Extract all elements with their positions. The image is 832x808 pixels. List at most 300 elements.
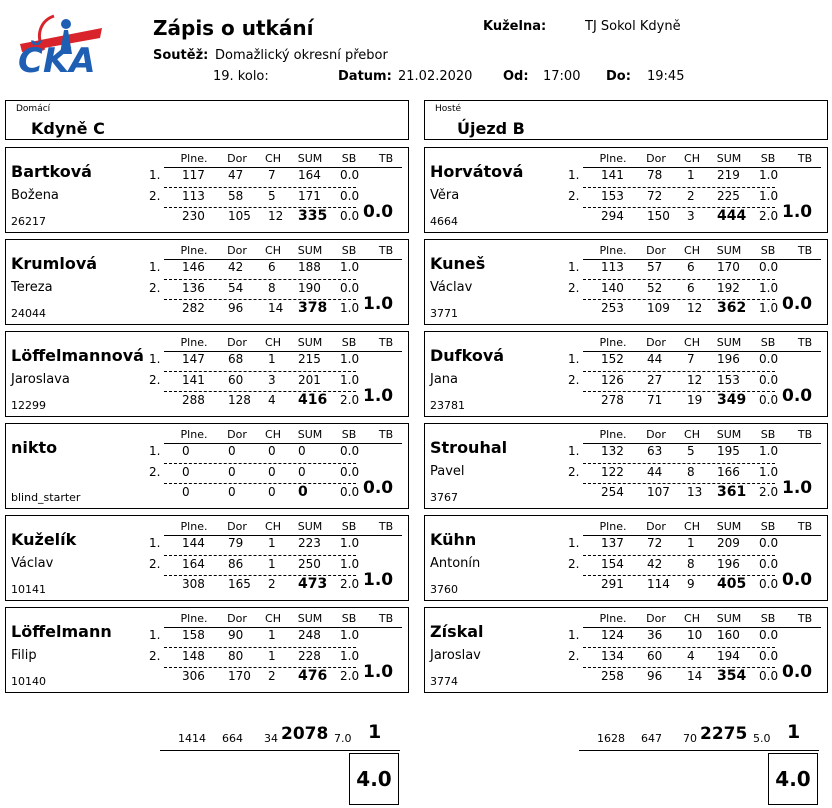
column-header: SUM: [297, 612, 323, 625]
away-total-sb: 5.0: [753, 732, 771, 745]
column-header: Dor: [646, 520, 666, 533]
game-sb: 0.0: [759, 628, 779, 642]
total-sum: 349: [717, 392, 747, 408]
home-total-sum: 2078: [281, 724, 329, 744]
total-ch: 4: [268, 393, 276, 407]
game-plne: 124: [601, 628, 624, 642]
game-ch: 1: [687, 536, 695, 550]
game-sum: 209: [717, 536, 740, 550]
game-plne: 117: [182, 168, 205, 182]
column-header: CH: [684, 612, 700, 625]
column-header: SUM: [716, 336, 742, 349]
player-surname: Kühn: [430, 530, 477, 549]
game-number: 2.: [149, 465, 161, 479]
game-sb: 1.0: [340, 260, 360, 274]
player-firstname: Tereza: [11, 280, 53, 295]
total-sum: 473: [298, 576, 328, 592]
game-sum: 215: [298, 352, 321, 366]
column-header: Plne.: [180, 152, 208, 165]
column-header: CH: [684, 152, 700, 165]
game-separator: [583, 647, 775, 648]
away-player-card: [424, 147, 828, 233]
away-player-card: [424, 515, 828, 601]
total-ch: 14: [687, 669, 703, 683]
total-dor: 71: [647, 393, 663, 407]
total-dor: 105: [228, 209, 251, 223]
column-header: TB: [378, 428, 394, 441]
total-ch: 2: [268, 669, 276, 683]
game-dor: 90: [228, 628, 244, 642]
total-sum: 0: [298, 484, 308, 500]
game-ch: 1: [268, 649, 276, 663]
home-total-ch: 34: [264, 732, 278, 745]
game-sb: 1.0: [759, 168, 779, 182]
game-dor: 42: [228, 260, 244, 274]
game-sum: 223: [298, 536, 321, 550]
away-total-tb: 1: [787, 721, 801, 743]
column-header: Dor: [227, 612, 247, 625]
game-sb: 0.0: [340, 465, 360, 479]
game-sum: 201: [298, 373, 321, 387]
player-firstname: Věra: [430, 188, 460, 203]
player-firstname: Václav: [430, 280, 473, 295]
game-number: 2.: [568, 189, 580, 203]
game-sb: 0.0: [759, 260, 779, 274]
player-id: 4664: [430, 215, 458, 228]
total-sb: 2.0: [759, 485, 779, 499]
game-ch: 10: [687, 628, 703, 642]
game-dor: 58: [228, 189, 244, 203]
game-separator: [164, 371, 356, 372]
column-header: TB: [797, 428, 813, 441]
player-firstname: Filip: [11, 648, 37, 663]
total-sum: 335: [298, 208, 328, 224]
total-ch: 13: [687, 485, 703, 499]
game-sb: 1.0: [340, 628, 360, 642]
game-ch: 5: [687, 444, 695, 458]
game-number: 1.: [149, 444, 161, 458]
player-tb: 0.0: [782, 662, 813, 682]
home-team-box: [5, 100, 409, 140]
logo-text: ČKA: [18, 41, 96, 76]
game-separator: [583, 555, 775, 556]
column-header: SB: [760, 152, 776, 165]
column-header: TB: [797, 520, 813, 533]
game-ch: 0: [268, 444, 276, 458]
game-separator: [164, 483, 356, 484]
total-sb: 2.0: [759, 209, 779, 223]
total-dor: 96: [647, 669, 663, 683]
player-firstname: Václav: [11, 556, 54, 571]
total-sb: 0.0: [759, 669, 779, 683]
game-sb: 1.0: [340, 352, 360, 366]
home-player-card: [5, 239, 409, 325]
total-sb: 1.0: [759, 301, 779, 315]
player-firstname: Pavel: [430, 464, 465, 479]
column-header: TB: [378, 336, 394, 349]
total-plne: 278: [601, 393, 624, 407]
total-plne: 258: [601, 669, 624, 683]
total-ch: 12: [687, 301, 703, 315]
total-ch: 0: [268, 485, 276, 499]
game-plne: 141: [182, 373, 205, 387]
game-sb: 0.0: [759, 536, 779, 550]
game-ch: 0: [268, 465, 276, 479]
column-header: Dor: [646, 336, 666, 349]
away-score: 4.0: [768, 753, 818, 805]
total-sum: 476: [298, 668, 328, 684]
column-header: SB: [341, 152, 357, 165]
game-plne: 146: [182, 260, 205, 274]
game-sum: 228: [298, 649, 321, 663]
game-plne: 126: [601, 373, 624, 387]
total-plne: 253: [601, 301, 624, 315]
column-header: SUM: [716, 244, 742, 257]
game-dor: 36: [647, 628, 663, 642]
game-separator: [583, 187, 775, 188]
total-dor: 170: [228, 669, 251, 683]
game-separator: [164, 647, 356, 648]
game-plne: 152: [601, 352, 624, 366]
player-surname: Löffelmannová: [11, 346, 144, 365]
game-sb: 1.0: [759, 189, 779, 203]
column-header: SUM: [297, 520, 323, 533]
column-header: SUM: [716, 428, 742, 441]
column-header: Plne.: [180, 244, 208, 257]
game-sb: 0.0: [340, 168, 360, 182]
column-header: TB: [378, 244, 394, 257]
header-rule: [164, 443, 402, 444]
game-ch: 2: [687, 189, 695, 203]
competition-label: Soutěž:: [153, 48, 209, 63]
game-number: 1.: [568, 168, 580, 182]
game-number: 2.: [568, 373, 580, 387]
total-sb: 0.0: [759, 577, 779, 591]
column-header: Dor: [227, 244, 247, 257]
game-plne: 134: [601, 649, 624, 663]
round-label: 19. kolo:: [213, 69, 269, 84]
game-dor: 57: [647, 260, 663, 274]
game-separator: [164, 463, 356, 464]
player-tb: 1.0: [782, 478, 813, 498]
game-ch: 8: [687, 557, 695, 571]
column-header: Plne.: [599, 428, 627, 441]
game-number: 2.: [149, 281, 161, 295]
game-number: 2.: [149, 649, 161, 663]
column-header: SUM: [716, 520, 742, 533]
column-header: Dor: [227, 520, 247, 533]
game-ch: 8: [687, 465, 695, 479]
game-sum: 188: [298, 260, 321, 274]
game-ch: 4: [687, 649, 695, 663]
player-firstname: Jana: [430, 372, 459, 387]
game-number: 2.: [568, 281, 580, 295]
game-sb: 1.0: [340, 536, 360, 550]
game-sb: 1.0: [340, 557, 360, 571]
column-header: CH: [265, 336, 281, 349]
game-ch: 12: [687, 373, 703, 387]
column-header: Dor: [227, 152, 247, 165]
total-plne: 306: [182, 669, 205, 683]
player-tb: 0.0: [782, 294, 813, 314]
column-header: TB: [378, 612, 394, 625]
total-sum: 444: [717, 208, 747, 224]
home-player-card: [5, 331, 409, 417]
game-separator: [164, 187, 356, 188]
end-time-value: 19:45: [647, 69, 685, 84]
home-score: 4.0: [349, 753, 399, 805]
game-number: 1.: [149, 168, 161, 182]
total-sb: 0.0: [340, 209, 360, 223]
game-dor: 54: [228, 281, 244, 295]
player-surname: Bartková: [11, 162, 92, 181]
game-sum: 153: [717, 373, 740, 387]
game-sum: 250: [298, 557, 321, 571]
away-total-ch: 70: [683, 732, 697, 745]
lane-value: TJ Sokol Kdyně: [585, 19, 681, 34]
player-surname: Dufková: [430, 346, 505, 365]
game-plne: 0: [182, 444, 190, 458]
game-plne: 158: [182, 628, 205, 642]
player-surname: Kuneš: [430, 254, 486, 273]
game-dor: 52: [647, 281, 663, 295]
game-plne: 154: [601, 557, 624, 571]
total-plne: 291: [601, 577, 624, 591]
game-plne: 0: [182, 465, 190, 479]
game-ch: 1: [268, 628, 276, 642]
column-header: CH: [265, 428, 281, 441]
game-sb: 0.0: [340, 281, 360, 295]
player-tb: 1.0: [363, 386, 394, 406]
away-total-line: [579, 750, 819, 751]
game-sb: 1.0: [340, 649, 360, 663]
total-ch: 3: [687, 209, 695, 223]
column-header: CH: [684, 428, 700, 441]
home-total-dor: 664: [222, 732, 243, 745]
column-header: Plne.: [180, 612, 208, 625]
game-plne: 136: [182, 281, 205, 295]
game-sb: 1.0: [340, 373, 360, 387]
total-sb: 0.0: [759, 393, 779, 407]
home-player-card: [5, 423, 409, 509]
total-sum: 362: [717, 300, 747, 316]
column-header: CH: [265, 520, 281, 533]
column-header: SB: [760, 612, 776, 625]
game-separator: [164, 555, 356, 556]
column-header: Plne.: [599, 152, 627, 165]
player-id: 12299: [11, 399, 46, 412]
game-sum: 0: [298, 444, 306, 458]
game-number: 2.: [149, 557, 161, 571]
start-time-value: 17:00: [543, 69, 581, 84]
column-header: SUM: [297, 244, 323, 257]
game-plne: 148: [182, 649, 205, 663]
game-dor: 47: [228, 168, 244, 182]
game-ch: 7: [687, 352, 695, 366]
player-tb: 1.0: [363, 570, 394, 590]
away-caption: Hosté: [435, 104, 462, 114]
player-firstname: Božena: [11, 188, 59, 203]
game-sum: 192: [717, 281, 740, 295]
total-dor: 150: [647, 209, 670, 223]
date-label: Datum:: [338, 69, 392, 84]
total-sum: 416: [298, 392, 328, 408]
cka-logo: [14, 14, 106, 76]
game-separator: [583, 463, 775, 464]
game-sb: 0.0: [340, 444, 360, 458]
game-ch: 6: [687, 260, 695, 274]
home-total-line: [160, 750, 400, 751]
column-header: Plne.: [599, 336, 627, 349]
total-sb: 1.0: [340, 301, 360, 315]
game-dor: 78: [647, 168, 663, 182]
column-header: CH: [684, 520, 700, 533]
away-total-sum: 2275: [700, 724, 748, 744]
player-tb: 0.0: [782, 386, 813, 406]
total-ch: 9: [687, 577, 695, 591]
game-dor: 60: [647, 649, 663, 663]
home-player-card: [5, 515, 409, 601]
game-sb: 0.0: [759, 557, 779, 571]
game-dor: 42: [647, 557, 663, 571]
game-ch: 1: [268, 536, 276, 550]
column-header: SB: [341, 244, 357, 257]
player-tb: 0.0: [782, 570, 813, 590]
home-caption: Domácí: [16, 104, 51, 114]
total-ch: 12: [268, 209, 284, 223]
player-id: blind_starter: [11, 491, 81, 504]
game-number: 1.: [149, 260, 161, 274]
away-player-card: [424, 607, 828, 693]
column-header: SUM: [716, 612, 742, 625]
game-number: 2.: [568, 649, 580, 663]
game-plne: 113: [601, 260, 624, 274]
game-dor: 60: [228, 373, 244, 387]
game-sum: 164: [298, 168, 321, 182]
player-surname: Strouhal: [430, 438, 508, 457]
column-header: Plne.: [180, 428, 208, 441]
game-plne: 113: [182, 189, 205, 203]
game-sum: 0: [298, 465, 306, 479]
column-header: CH: [265, 244, 281, 257]
total-dor: 165: [228, 577, 251, 591]
column-header: CH: [684, 336, 700, 349]
column-header: Plne.: [599, 612, 627, 625]
column-header: SB: [341, 612, 357, 625]
player-id: 26217: [11, 215, 46, 228]
game-number: 1.: [568, 536, 580, 550]
game-plne: 122: [601, 465, 624, 479]
game-separator: [583, 371, 775, 372]
game-number: 1.: [568, 444, 580, 458]
total-sb: 2.0: [340, 577, 360, 591]
column-header: SB: [341, 428, 357, 441]
away-player-card: [424, 331, 828, 417]
game-dor: 72: [647, 536, 663, 550]
game-ch: 6: [687, 281, 695, 295]
game-number: 1.: [568, 260, 580, 274]
start-time-label: Od:: [503, 69, 529, 84]
total-sb: 2.0: [340, 393, 360, 407]
total-plne: 230: [182, 209, 205, 223]
player-id: 3760: [430, 583, 458, 596]
game-dor: 79: [228, 536, 244, 550]
total-sb: 2.0: [340, 669, 360, 683]
home-team-name: Kdyně C: [31, 119, 105, 138]
column-header: SB: [760, 244, 776, 257]
game-dor: 72: [647, 189, 663, 203]
column-header: Dor: [227, 428, 247, 441]
game-dor: 27: [647, 373, 663, 387]
player-surname: Krumlová: [11, 254, 98, 273]
column-header: Dor: [646, 152, 666, 165]
game-dor: 44: [647, 352, 663, 366]
game-ch: 1: [268, 352, 276, 366]
game-dor: 63: [647, 444, 663, 458]
game-dor: 86: [228, 557, 244, 571]
column-header: Dor: [227, 336, 247, 349]
away-player-card: [424, 239, 828, 325]
total-plne: 294: [601, 209, 624, 223]
player-tb: 1.0: [363, 294, 394, 314]
column-header: Plne.: [599, 520, 627, 533]
game-sum: 166: [717, 465, 740, 479]
player-id: 10141: [11, 583, 46, 596]
game-number: 1.: [568, 628, 580, 642]
game-separator: [164, 279, 356, 280]
player-id: 3767: [430, 491, 458, 504]
total-plne: 282: [182, 301, 205, 315]
column-header: SB: [760, 428, 776, 441]
game-ch: 6: [268, 260, 276, 274]
game-sb: 0.0: [759, 373, 779, 387]
column-header: CH: [684, 244, 700, 257]
column-header: Plne.: [180, 336, 208, 349]
game-number: 2.: [568, 557, 580, 571]
player-id: 3771: [430, 307, 458, 320]
away-player-card: [424, 423, 828, 509]
away-team-name: Újezd B: [457, 119, 525, 138]
total-plne: 308: [182, 577, 205, 591]
column-header: SB: [760, 336, 776, 349]
game-dor: 44: [647, 465, 663, 479]
page-title: Zápis o utkání: [153, 16, 314, 40]
player-surname: Löffelmann: [11, 622, 112, 641]
game-number: 1.: [149, 536, 161, 550]
player-tb: 0.0: [363, 478, 394, 498]
player-tb: 1.0: [782, 202, 813, 222]
game-sum: 196: [717, 557, 740, 571]
column-header: TB: [797, 336, 813, 349]
game-sb: 1.0: [759, 444, 779, 458]
game-plne: 153: [601, 189, 624, 203]
away-total-plne: 1628: [597, 732, 625, 745]
column-header: TB: [378, 520, 394, 533]
player-tb: 0.0: [363, 202, 394, 222]
game-sb: 0.0: [340, 189, 360, 203]
game-number: 2.: [149, 189, 161, 203]
column-header: SB: [341, 336, 357, 349]
total-dor: 96: [228, 301, 244, 315]
column-header: Dor: [646, 428, 666, 441]
game-ch: 5: [268, 189, 276, 203]
column-header: SB: [760, 520, 776, 533]
game-sum: 219: [717, 168, 740, 182]
game-plne: 137: [601, 536, 624, 550]
column-header: SB: [341, 520, 357, 533]
game-sum: 171: [298, 189, 321, 203]
game-plne: 164: [182, 557, 205, 571]
